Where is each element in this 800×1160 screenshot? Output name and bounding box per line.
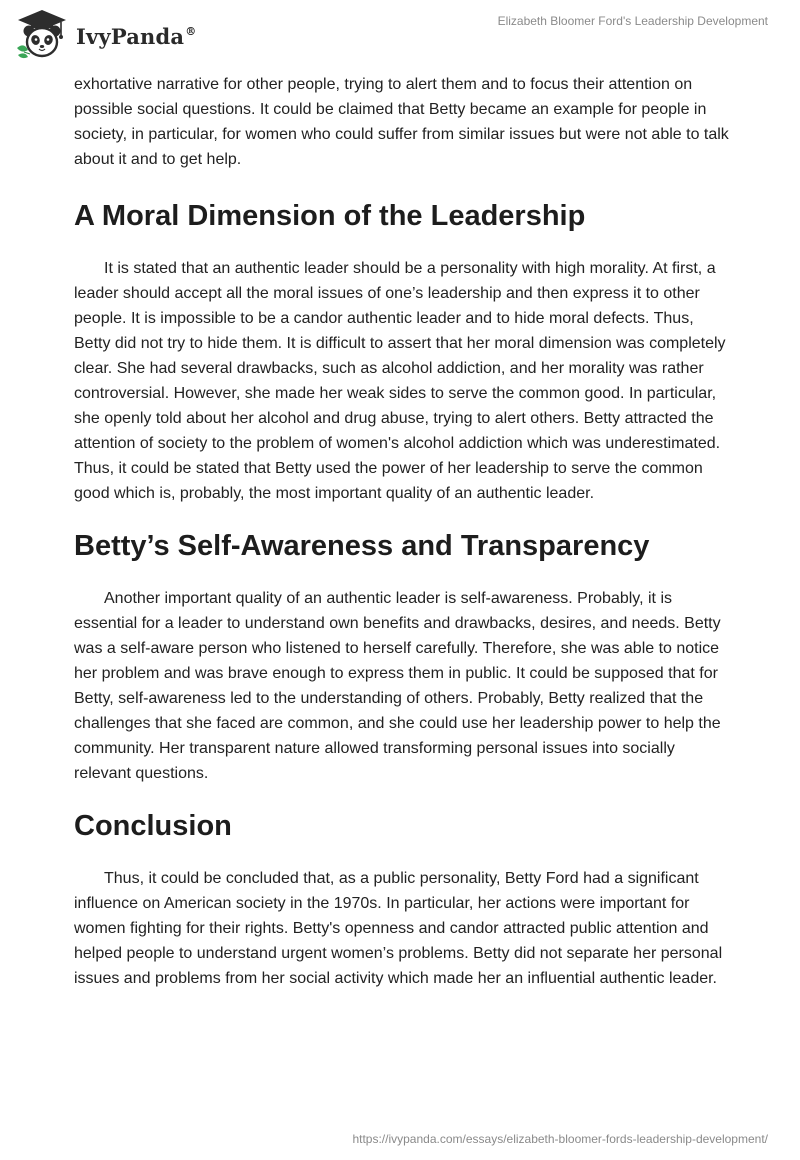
logo-wordmark: [76, 24, 196, 49]
section-heading-moral-dimension: A Moral Dimension of the Leadership: [74, 200, 586, 232]
section-heading-self-awareness: Betty’s Self-Awareness and Transparency: [74, 530, 650, 562]
section-paragraph-conclusion: Thus, it could be concluded that, as a public personality, Betty Ford had a significant influence on American society in the 1970s. In particular, her actions were important for women fighting for their rights. Betty's openness and candor attracted public attention and helped people to understand urgent women’s problems. Betty did not separate her personal issues and problems from her social activity which made her an influential authentic leader.: [74, 870, 723, 987]
document-title: Elizabeth Bloomer Ford's Leadership Development: [497, 14, 768, 28]
panda-graduate-icon: [14, 8, 70, 60]
section-paragraph-moral-dimension: It is stated that an authentic leader should be a personality with high morality. At first, a leader should accept all the moral issues of one’s leadership and then express it to other people. It is impossible to be a candor authentic leader and to hide moral defects. Thus, Betty did not try to hide them. It is difficult to assert that her moral dimension was completely clear. She had several drawbacks, such as alcohol addiction, and her morality was rather controversial. However, she made her weak sides to serve the common good. In particular, she openly told about her alcohol and drug abuse, trying to alert others. Betty attracted the attention of society to the problem of women's alcohol addiction which was underestimated. Thus, it could be stated that Betty used the power of her leadership to serve the common good which is, probably, the most important quality of an authentic leader.: [74, 260, 726, 502]
page-header: [0, 0, 800, 70]
section-heading-conclusion: Conclusion: [74, 810, 232, 842]
article-body: [74, 70, 730, 991]
section-paragraph-self-awareness: Another important quality of an authentic leader is self-awareness. Probably, it is essential for a leader to understand own benefits and drawbacks, desires, and needs. Betty was a self-aware person who listened to herself carefully. Therefore, she was able to notice her problem and was brave enough to express them in public. It could be supposed that for Betty, self-awareness led to the understanding of others. Probably, Betty realized that the challenges that she faced are common, and she could use her leadership power to help the community. Her transparent nature allowed transforming personal issues into socially relevant questions.: [74, 590, 721, 782]
source-url-link[interactable]: https://ivypanda.com/essays/elizabeth-bloomer-fords-leadership-development/: [352, 1132, 768, 1146]
ivypanda-logo[interactable]: [14, 8, 196, 60]
registered-mark: ®: [185, 24, 197, 38]
logo-text: IvyPanda: [76, 23, 185, 49]
intro-continuation-paragraph: exhortative narrative for other people, trying to alert them and to focus their attention on possible social questions. It could be claimed that Betty became an example for people in society, in particular, for women who could suffer from similar issues but were not able to talk about it and to get help.: [74, 76, 729, 168]
